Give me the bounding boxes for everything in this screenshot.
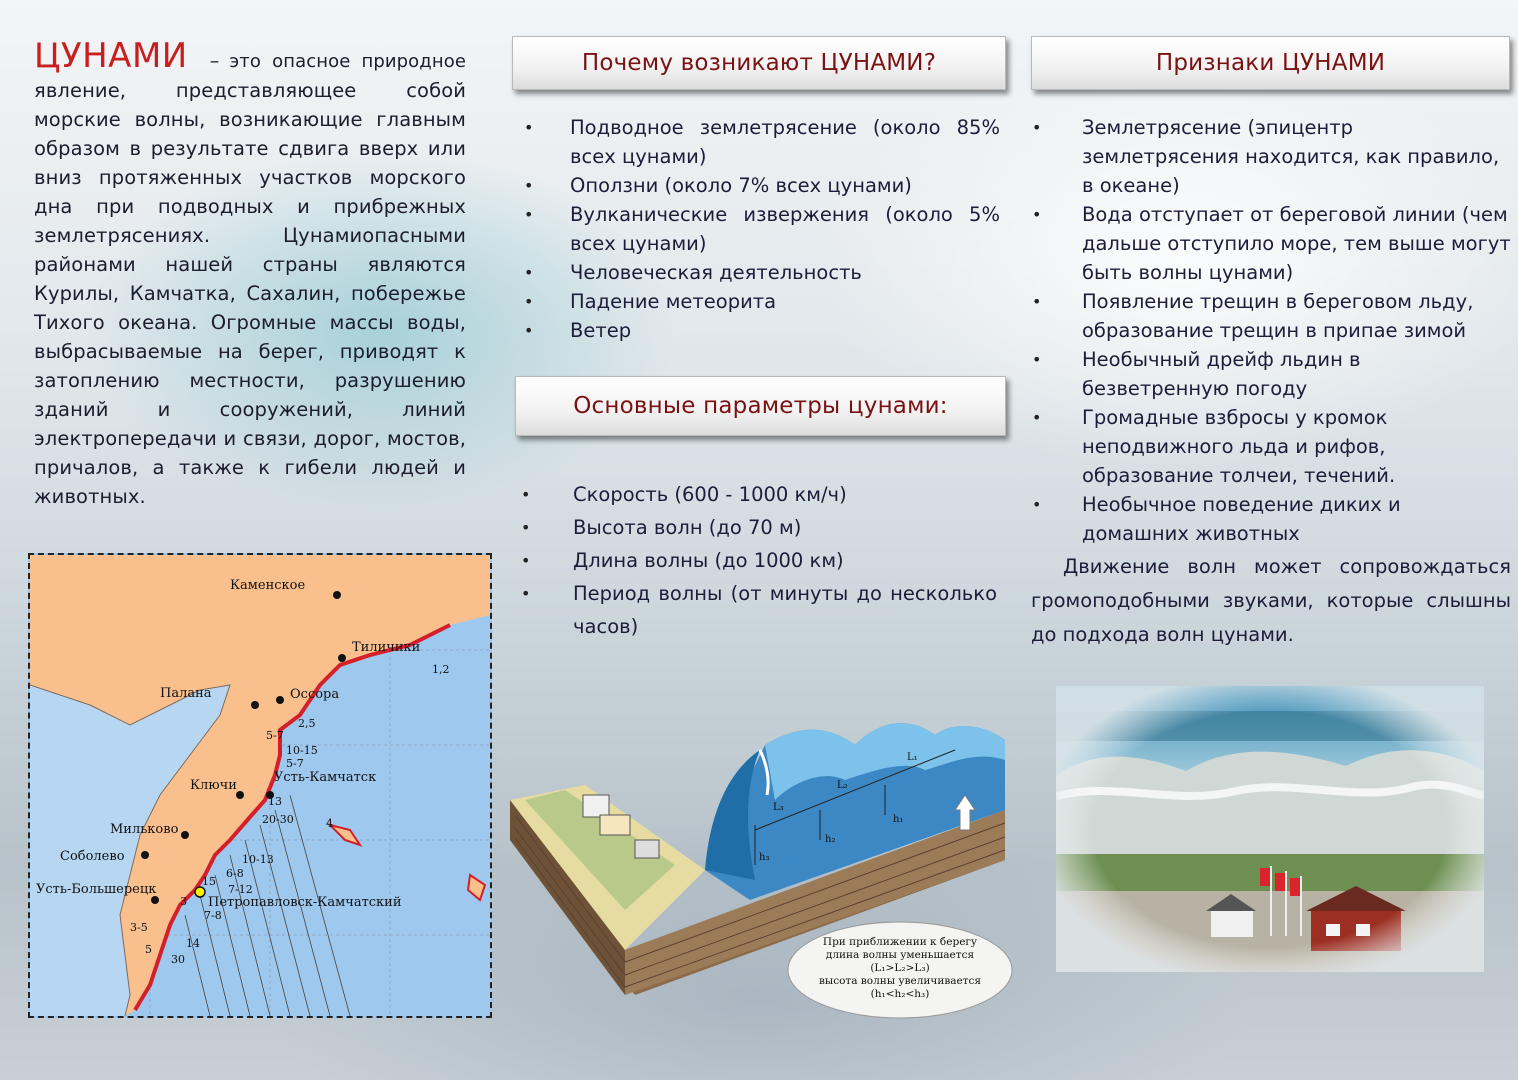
list-item: • Громадные взбросы у кромок неподвижного льда и рифов, образование толчеи, течений. (1082, 403, 1512, 490)
height-label: 5-7 (266, 729, 284, 742)
diagram-caption-line: высота волны увеличивается (818, 975, 982, 987)
list-item: • Падение метеорита (570, 287, 1000, 316)
intro-title: ЦУНАМИ (34, 36, 188, 76)
list-item: • Необычное поведение диких и домашних животных (1082, 490, 1512, 548)
kamchatka-map (28, 553, 492, 1018)
height-label: 3-5 (130, 921, 148, 934)
map-label-ossora: Оссора (290, 687, 340, 702)
intro-lead: это опасное природное (229, 51, 466, 72)
height-label: 3 (180, 895, 187, 908)
diagram-label-l2: L₂ (837, 780, 848, 791)
map-label-petropavlovsk: Петропавловск-Камчатский (208, 895, 402, 910)
diagram-label-l3: L₃ (773, 802, 784, 813)
wave-diagram-graphic (505, 690, 1025, 1030)
map-label-klyuchi: Ключи (190, 778, 237, 793)
diagram-label-h3: h₃ (759, 852, 770, 863)
diagram-caption-line: (h₁<h₂<h₃) (870, 988, 930, 1000)
diagram-label-h1: h₁ (893, 814, 904, 825)
map-label-sobolevo: Соболево (60, 849, 125, 864)
height-label: 30 (171, 953, 185, 966)
map-label-kamenskoe: Каменское (230, 578, 306, 593)
map-label-tilichiki: Тиличики (352, 640, 421, 655)
causes-title: Почему возникают ЦУНАМИ? (512, 36, 1006, 90)
height-label: 10-15 (286, 744, 318, 757)
height-label: 7-8 (204, 909, 222, 922)
wave-diagram (505, 690, 1025, 1030)
height-label: 6-8 (226, 867, 244, 880)
movement-note: Движение волн может сопровождаться громоподобными звуками, которые слышны до подхода волн цунами. (1031, 555, 1511, 646)
params-list (573, 478, 997, 643)
tsunami-photo-graphic (1056, 686, 1484, 972)
list-item: • Скорость (600 - 1000 км/ч) (573, 478, 997, 511)
map-label-ust-kamchatsk: Усть-Камчатск (274, 770, 377, 785)
map-label-palana: Палана (160, 686, 212, 701)
height-label: 7-12 (228, 883, 253, 896)
height-label: 1,2 (432, 663, 450, 676)
diagram-caption-line: При приближении к берегу (822, 936, 978, 948)
list-item: • Период волны (от минуты до несколько часов) (573, 577, 997, 643)
height-label: 13 (268, 795, 282, 808)
list-item: • Подводное землетрясение (около 85% всех цунами) (570, 113, 1000, 171)
diagram-label-h2: h₂ (825, 834, 836, 845)
diagram-caption-line: длина волны уменьшается (825, 949, 975, 961)
map-label-milkovo: Мильково (110, 822, 179, 837)
list-item: • Вулканические извержения (около 5% всех цунами) (570, 200, 1000, 258)
intro-dash: – (209, 50, 220, 72)
list-item: • Вода отступает от береговой линии (чем дальше отступило море, тем выше могут быть волны цунами) (1082, 200, 1512, 287)
height-label: 14 (186, 937, 200, 950)
params-title: Основные параметры цунами: (515, 376, 1006, 436)
list-item: • Высота волн (до 70 м) (573, 511, 997, 544)
height-label: 15 (202, 875, 216, 888)
intro-paragraph (34, 36, 466, 511)
tsunami-photo (1056, 686, 1484, 972)
signs-title: Признаки ЦУНАМИ (1031, 36, 1510, 90)
diagram-label-l1: L₁ (907, 752, 918, 763)
signs-list (1082, 113, 1512, 548)
map-label-ust-bolsheretsk: Усть-Большерецк (36, 882, 157, 897)
list-item: • Длина волны (до 1000 км) (573, 544, 997, 577)
intro-text: явление, представляющее собой морские волны, возникающие главным образом в результате сдвига вверх или вниз протяженных участков морского дна при подводных и прибрежных землетрясениях. Цунамиопасными районами нашей страны являются Курилы, Камчатка, Сахалин, побережье Тихого океана. Огромные массы воды, выбрасываемые на берег, приводят к затоплению местности, разрушению зданий и сооружений, линий электропередачи и связи, дорог, мостов, причалов, а также к гибели людей и животных. (34, 79, 466, 508)
causes-list (570, 113, 1000, 345)
height-label: 10-13 (242, 853, 274, 866)
height-label: 4 (326, 817, 333, 830)
height-label: 20-30 (262, 813, 294, 826)
list-item: • Ветер (570, 316, 1000, 345)
list-item: • Оползни (около 7% всех цунами) (570, 171, 1000, 200)
list-item: • Человеческая деятельность (570, 258, 1000, 287)
list-item: • Землетрясение (эпицентр землетрясения находится, как правило, в океане) (1082, 113, 1512, 200)
list-item: • Появление трещин в береговом льду, образование трещин в припае зимой (1082, 287, 1512, 345)
diagram-caption-line: (L₁>L₂>L₃) (870, 962, 930, 974)
height-label: 5 (145, 943, 152, 956)
height-label: 2,5 (298, 717, 316, 730)
map-graphic (30, 555, 490, 1016)
list-item: • Необычный дрейф льдин в безветренную погоду (1082, 345, 1512, 403)
height-label: 5-7 (286, 757, 304, 770)
